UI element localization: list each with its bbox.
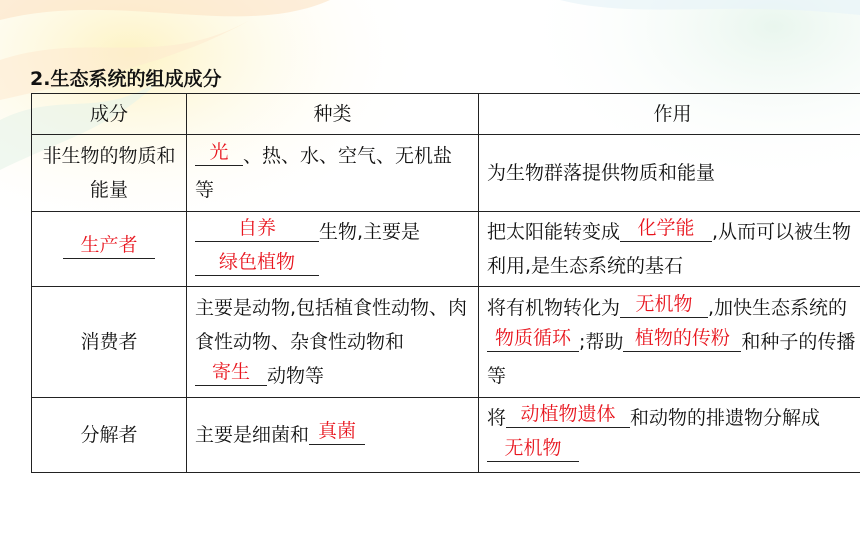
answer-blank: 物质循环: [487, 327, 579, 352]
cell-role-consumer: [479, 287, 860, 398]
answer-blank: 绿色植物: [195, 251, 319, 276]
cell-text: 和动物的排遗物分解成: [630, 407, 821, 429]
cell-component-abiotic: [32, 135, 187, 212]
cell-type-producer: [187, 212, 479, 287]
header-type: 种类: [187, 94, 479, 135]
component-label: 消费者: [80, 331, 138, 353]
answer-blank: 寄生: [195, 361, 267, 386]
cell-text: 动物等: [267, 365, 325, 387]
answer-blank: 无机物: [487, 437, 579, 462]
cell-text: 、热、水、空气、无机盐等: [195, 145, 453, 201]
table-row: [32, 212, 860, 287]
section-title: 2.生态系统的组成成分: [30, 68, 222, 90]
answer-blank: 光: [195, 141, 243, 166]
cell-text: ;帮助: [579, 331, 624, 353]
header-role: 作用: [479, 94, 860, 135]
cell-type-decomposer: [187, 398, 479, 473]
cell-text: 把太阳能转变成: [487, 221, 621, 243]
cell-role-abiotic: [479, 135, 860, 212]
cell-text: 为生物群落提供物质和能量: [487, 162, 716, 184]
cell-component-producer: [32, 212, 187, 287]
composition-table: [31, 93, 860, 473]
answer-blank: 自养: [195, 217, 319, 242]
cell-type-consumer: [187, 287, 479, 398]
answer-blank: 无机物: [620, 293, 708, 318]
component-label: 分解者: [80, 424, 138, 446]
table-row: [32, 287, 860, 398]
cell-text: 和种子的传播等: [487, 331, 856, 387]
answer-blank: 真菌: [309, 420, 365, 445]
cell-text: ,加快生态系统的: [708, 297, 848, 319]
cell-text: 主要是动物,包括植食性动物、肉食性动物、杂食性动物和: [195, 297, 468, 353]
table-row: [32, 135, 860, 212]
cell-type-abiotic: [187, 135, 479, 212]
answer-blank: 化学能: [620, 217, 712, 242]
header-component: 成分: [32, 94, 187, 135]
cell-role-decomposer: [479, 398, 860, 473]
cell-text: 生物,主要是: [319, 221, 421, 243]
cell-text: 将: [487, 407, 507, 429]
table-header-row: [32, 94, 860, 135]
cell-text: 主要是细菌和: [195, 424, 310, 446]
cell-component-consumer: [32, 287, 187, 398]
table-row: [32, 398, 860, 473]
cell-role-producer: [479, 212, 860, 287]
answer-blank: 生产者: [63, 234, 155, 259]
cell-component-decomposer: [32, 398, 187, 473]
cell-text: 将有机物转化为: [487, 297, 621, 319]
answer-blank: 植物的传粉: [623, 327, 741, 352]
answer-blank: 动植物遗体: [506, 403, 630, 428]
cell-text: ,从而可以被生物利用,是生态系统的基石: [487, 221, 852, 277]
component-label: 非生物的物质和能量: [42, 145, 176, 201]
